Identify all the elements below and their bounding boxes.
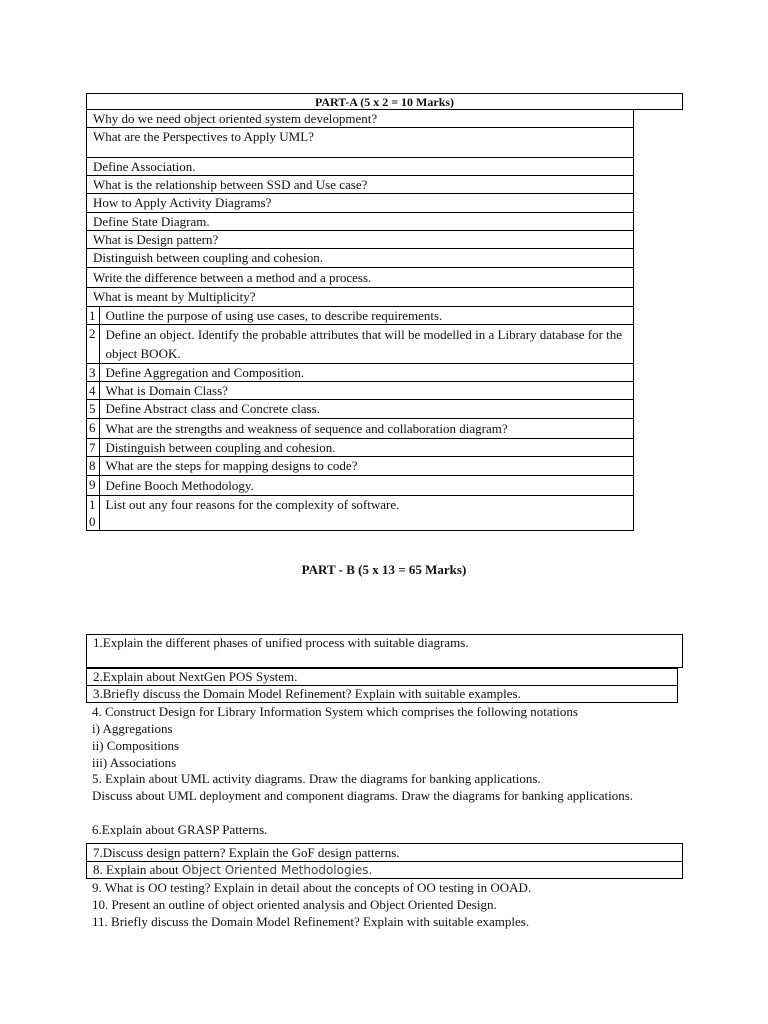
question-prefix: 8. Explain about (93, 862, 179, 877)
question: What is meant by Multiplicity? (87, 288, 634, 307)
question: Why do we need object oriented system development? (87, 110, 634, 128)
table-row (87, 213, 634, 231)
table-row (87, 496, 634, 531)
table-row (87, 128, 634, 158)
question-number: 7 (87, 439, 100, 457)
question: List out any four reasons for the complexity of software. (99, 496, 634, 531)
question: Define Aggregation and Composition. (99, 364, 634, 382)
part-b-question-3: 3.Briefly discuss the Domain Model Refinement? Explain with suitable examples. (86, 685, 678, 703)
part-b-question-5b: Discuss about UML deployment and component diagrams. Draw the diagrams for banking applications. (92, 788, 634, 803)
table-row (87, 231, 634, 249)
part-b-question-2: 2.Explain about NextGen POS System. (86, 668, 678, 686)
question: Distinguish between coupling and cohesion. (87, 249, 634, 268)
table-row (87, 382, 634, 400)
question-number: 10 (87, 496, 100, 531)
question-topic: Object Oriented Methodologies. (181, 863, 373, 877)
question: What are the strengths and weakness of sequence and collaboration diagram? (99, 419, 634, 439)
part-b-question-10: 10. Present an outline of object oriented analysis and Object Oriented Design. (92, 897, 497, 912)
table-row (87, 110, 634, 128)
question: What is Design pattern? (87, 231, 634, 249)
part-b-question-4: 4. Construct Design for Library Information System which comprises the following notations (92, 704, 578, 719)
question-number: 9 (87, 476, 100, 496)
question-number: 4 (87, 382, 100, 400)
table-row (87, 307, 634, 325)
question: Outline the purpose of using use cases, to describe requirements. (99, 307, 634, 325)
question: What are the Perspectives to Apply UML? (87, 128, 634, 158)
table-row (87, 457, 634, 476)
question-number: 6 (87, 419, 100, 439)
table-row (87, 364, 634, 382)
table-row (87, 325, 634, 364)
question: What is Domain Class? (99, 382, 634, 400)
list-item: ii) Compositions (92, 738, 180, 753)
table-row (87, 194, 634, 213)
table-row (87, 249, 634, 268)
question-number: 8 (87, 457, 100, 476)
table-row (87, 288, 634, 307)
table-row (87, 419, 634, 439)
table-row (87, 400, 634, 419)
table-row (87, 158, 634, 176)
table-row (87, 476, 634, 496)
part-b-question-1: 1.Explain the different phases of unified process with suitable diagrams. (86, 634, 683, 668)
question-number: 3 (87, 364, 100, 382)
question-number: 1 (87, 307, 100, 325)
part-b-question-5: 5. Explain about UML activity diagrams. Draw the diagrams for banking applications. (92, 771, 541, 786)
table-row (87, 176, 634, 194)
question-number: 5 (87, 400, 100, 419)
list-item: i) Aggregations (92, 721, 173, 736)
list-item: iii) Associations (92, 755, 177, 770)
part-b-question-11: 11. Briefly discuss the Domain Model Refinement? Explain with suitable examples. (92, 914, 530, 929)
question: Define an object. Identify the probable attributes that will be modelled in a Library database for the object BOOK. (99, 325, 634, 364)
part-a-title: PART-A (5 x 2 = 10 Marks) (86, 93, 683, 110)
part-b-question-6: 6.Explain about GRASP Patterns. (92, 822, 268, 837)
question: How to Apply Activity Diagrams? (87, 194, 634, 213)
question: What is the relationship between SSD and Use case? (87, 176, 634, 194)
question: Define Association. (87, 158, 634, 176)
table-row (87, 439, 634, 457)
part-b-title: PART - B (5 x 13 = 65 Marks) (301, 562, 467, 577)
question-number: 2 (87, 325, 100, 364)
part-b-question-9: 9. What is OO testing? Explain in detail about the concepts of OO testing in OOAD. (92, 880, 532, 895)
part-b-question-7: 7.Discuss design pattern? Explain the GoF design patterns. (86, 843, 683, 862)
question: Distinguish between coupling and cohesion. (99, 439, 634, 457)
part-b-question-8 (86, 861, 683, 879)
question: Write the difference between a method and a process. (87, 268, 634, 288)
question: Define Booch Methodology. (99, 476, 634, 496)
question: What are the steps for mapping designs to code? (99, 457, 634, 476)
table-row (87, 268, 634, 288)
question: Define Abstract class and Concrete class. (99, 400, 634, 419)
question: Define State Diagram. (87, 213, 634, 231)
part-a-table (86, 109, 634, 531)
